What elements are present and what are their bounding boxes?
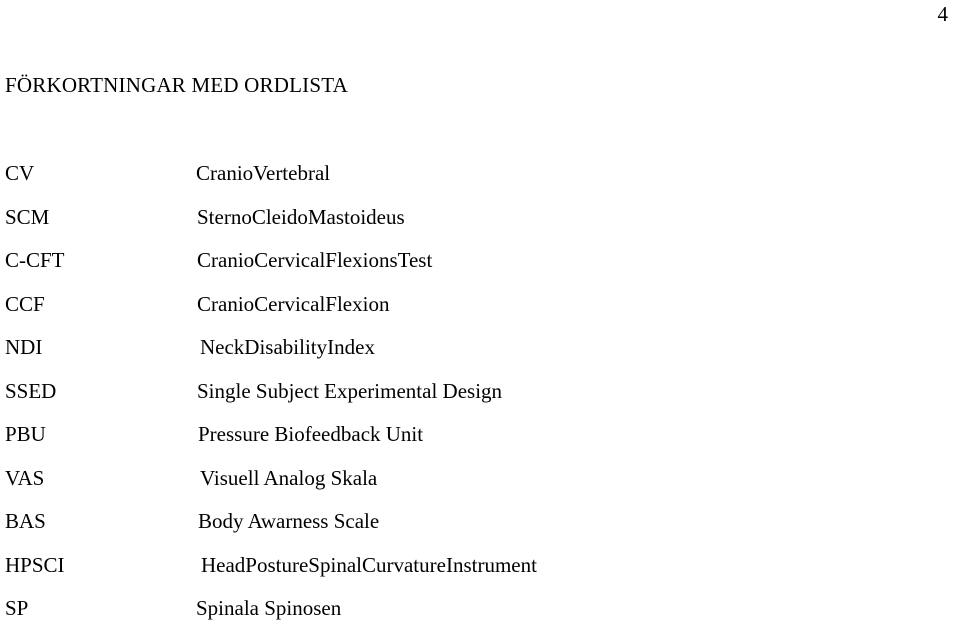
page-title: FÖRKORTNINGAR MED ORDLISTA	[5, 73, 348, 97]
abbreviation-term: HPSCI	[5, 552, 65, 577]
abbreviation-row	[0, 552, 960, 596]
abbreviation-definition: Body Awarness Scale	[198, 509, 380, 533]
abbreviation-list	[0, 160, 960, 625]
abbreviation-term: NDI	[5, 335, 43, 359]
abbreviation-definition: CranioCervicalFlexion	[197, 291, 390, 316]
abbreviation-definition: HeadPostureSpinalCurvatureInstrument	[201, 552, 537, 577]
abbreviation-row	[0, 595, 960, 625]
abbreviation-term: VAS	[5, 465, 45, 490]
abbreviation-term: CCF	[5, 291, 45, 316]
abbreviation-row	[0, 508, 960, 552]
abbreviation-row	[0, 378, 960, 422]
abbreviation-row	[0, 291, 960, 335]
abbreviation-term: PBU	[5, 422, 46, 446]
abbreviation-definition: Spinala Spinosen	[196, 596, 342, 620]
abbreviation-definition: CranioVertebral	[196, 161, 331, 185]
page-number: 4	[937, 2, 948, 26]
abbreviation-term: BAS	[5, 509, 46, 533]
abbreviation-row	[0, 160, 960, 204]
abbreviation-term: SP	[5, 596, 29, 620]
abbreviation-term: CV	[5, 161, 35, 185]
abbreviation-row	[0, 334, 960, 378]
abbreviation-row	[0, 204, 960, 248]
abbreviation-term: SCM	[5, 204, 50, 229]
abbreviation-row	[0, 421, 960, 465]
abbreviation-definition: Pressure Biofeedback Unit	[198, 422, 424, 446]
abbreviation-row	[0, 465, 960, 509]
abbreviation-term: SSED	[5, 378, 57, 403]
abbreviation-row	[0, 247, 960, 291]
abbreviation-definition: Single Subject Experimental Design	[197, 378, 503, 403]
abbreviation-definition: Visuell Analog Skala	[200, 465, 378, 490]
abbreviation-definition: SternoCleidoMastoideus	[197, 204, 405, 229]
abbreviation-definition: CranioCervicalFlexionsTest	[197, 248, 433, 272]
abbreviation-term: C-CFT	[5, 248, 65, 272]
abbreviation-definition: NeckDisabilityIndex	[200, 335, 375, 359]
